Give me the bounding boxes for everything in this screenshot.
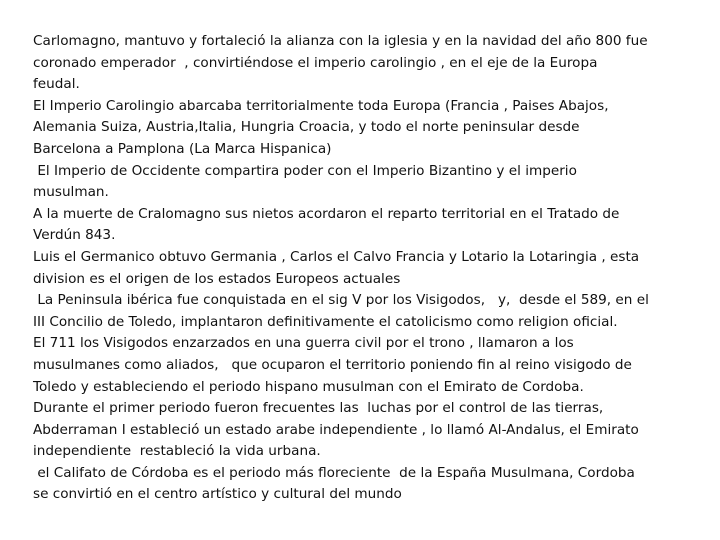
text-line: independiente restableció la vida urbana. bbox=[33, 443, 321, 460]
text-line: musulman. bbox=[33, 184, 109, 201]
text-line: Barcelona a Pamplona (La Marca Hispanica) bbox=[33, 140, 332, 157]
text-line: Durante el primer periodo fueron frecuentes las luchas por el control de las tierras, bbox=[33, 400, 604, 417]
text-line: El 711 los Visigodos enzarzados en una guerra civil por el trono , llamaron a los bbox=[33, 335, 574, 352]
text-line: Verdún 843. bbox=[33, 227, 116, 244]
text-line: Carlomagno, mantuvo y fortaleció la alianza con la iglesia y en la navidad del año 800 fue bbox=[33, 33, 648, 49]
text-line: coronado emperador , convirtiéndose el imperio carolingio , en el eje de la Europa bbox=[33, 54, 598, 71]
text-line: division es el origen de los estados Europeos actuales bbox=[33, 270, 401, 287]
text-line: Toledo y estableciendo el periodo hispano musulman con el Emirato de Cordoba. bbox=[33, 378, 584, 395]
text-line: Alemania Suiza, Austria,Italia, Hungria Croacia, y todo el norte peninsular desde bbox=[33, 119, 580, 136]
text-line: Abderraman I estableció un estado arabe independiente , lo llamó Al-Andalus, el Emirato bbox=[33, 421, 639, 438]
text-line: el Califato de Córdoba es el periodo más floreciente de la España Musulmana, Cordoba bbox=[33, 464, 635, 481]
document-text bbox=[33, 31, 693, 506]
text-line: III Concilio de Toledo, implantaron definitivamente el catolicismo como religion oficial. bbox=[33, 313, 618, 330]
text-line: se convirtió en el centro artístico y cultural del mundo bbox=[33, 486, 402, 503]
text-line: El Imperio Carolingio abarcaba territorialmente toda Europa (Francia , Paises Abajos, bbox=[33, 97, 609, 114]
text-line: Luis el Germanico obtuvo Germania , Carlos el Calvo Francia y Lotario la Lotaringia , esta bbox=[33, 248, 640, 265]
text-line: musulmanes como aliados, que ocuparon el territorio poniendo fin al reino visigodo de bbox=[33, 356, 632, 373]
text-line: feudal. bbox=[33, 76, 80, 93]
text-line: El Imperio de Occidente compartira poder con el Imperio Bizantino y el imperio bbox=[33, 162, 577, 179]
text-line: A la muerte de Cralomagno sus nietos acordaron el reparto territorial en el Tratado de bbox=[33, 205, 620, 222]
text-line: La Peninsula ibérica fue conquistada en el sig V por los Visigodos, y, desde el 589, en el bbox=[33, 292, 649, 309]
